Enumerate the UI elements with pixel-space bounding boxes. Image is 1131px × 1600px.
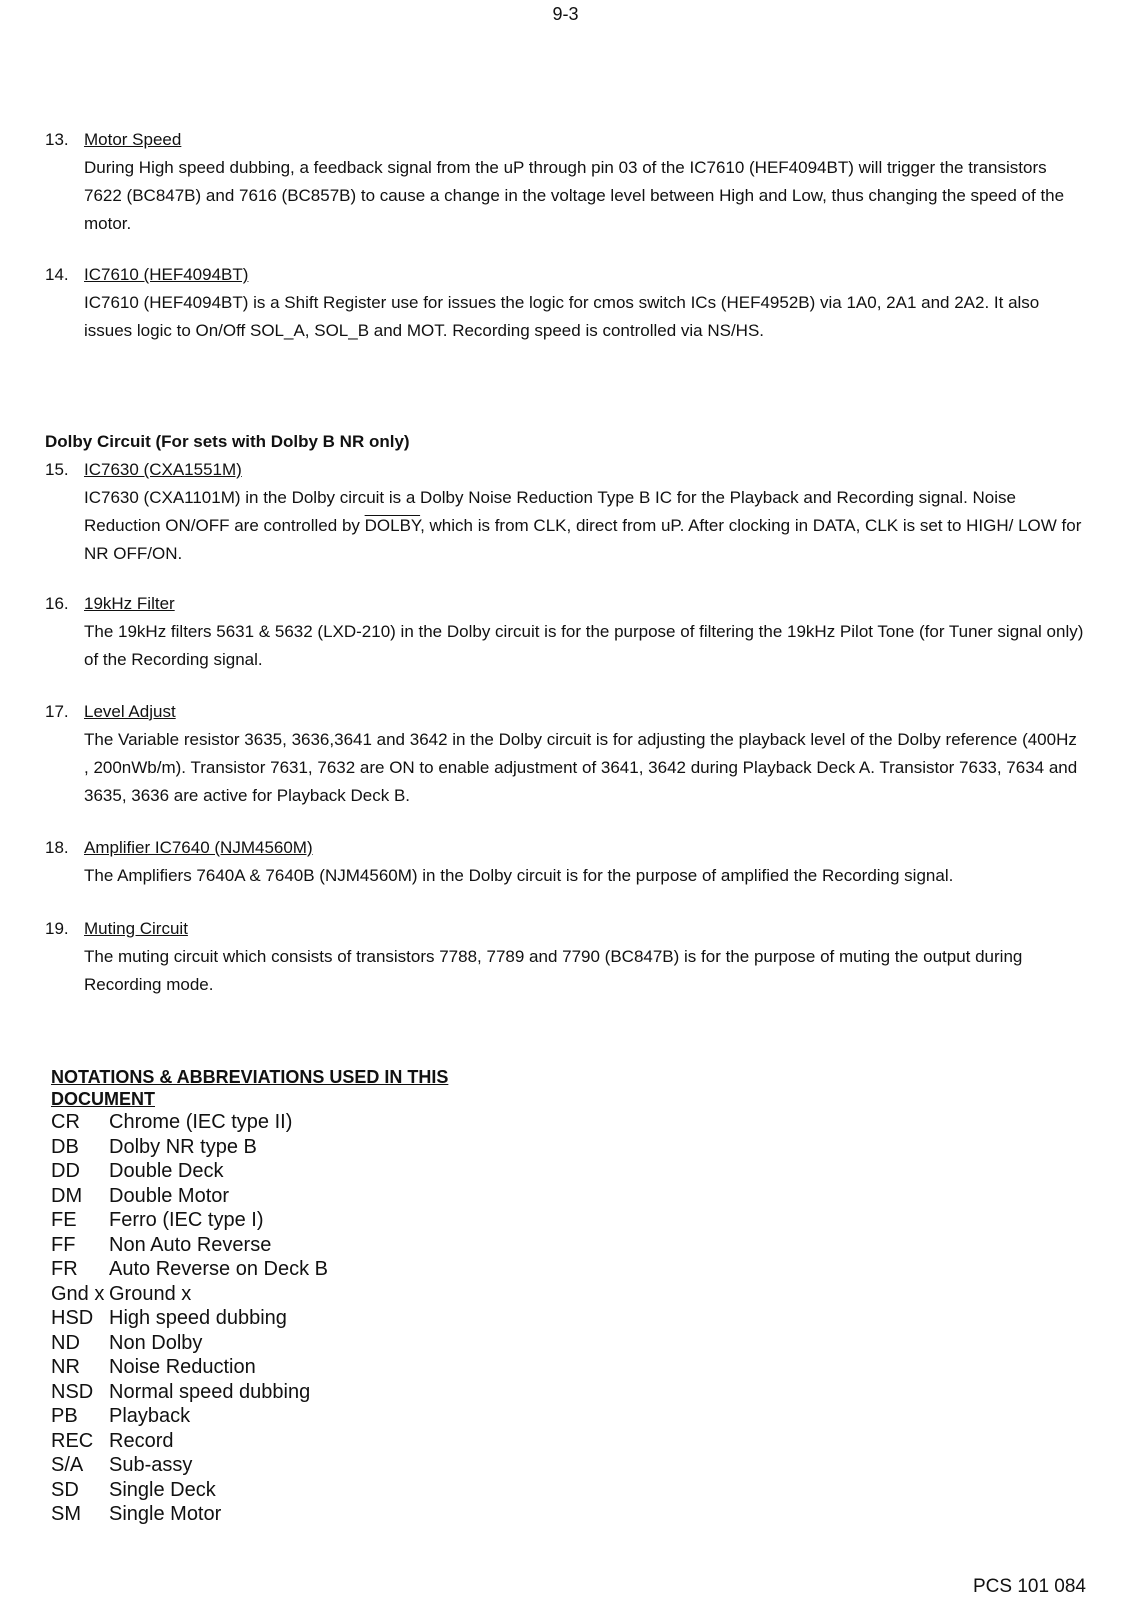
dolby-section-heading: Dolby Circuit (For sets with Dolby B NR only)	[45, 432, 410, 451]
item-ic7630	[45, 456, 1085, 568]
abbreviation-meaning: Ferro (IEC type I)	[109, 1209, 264, 1231]
abbreviation-code: HSD	[51, 1307, 94, 1329]
item-title: IC7630 (CXA1551M)	[84, 460, 242, 479]
abbreviation-list	[51, 1110, 328, 1527]
item-body-text: , which is from CLK, direct from uP. After clocking in DATA, CLK is set to HIGH/ LOW for NR OFF/ON.	[84, 516, 1082, 563]
item-title: Level Adjust	[84, 702, 176, 721]
item-body: During High speed dubbing, a feedback signal from the uP through pin 03 of the IC7610 (HEF4094BT) will trigger the transistors 7622 (BC847B) and 7616 (BC857B) to cause a change in the voltage level between High and Low, thus changing the speed of the motor.	[84, 158, 1065, 233]
abbreviation-meaning: Auto Reverse on Deck B	[109, 1258, 328, 1280]
abbreviation-meaning: Playback	[109, 1405, 191, 1427]
item-body: The Amplifiers 7640A & 7640B (NJM4560M) in the Dolby circuit is for the purpose of amplified the Recording signal.	[84, 866, 954, 885]
abbreviation-meaning: Non Dolby	[109, 1331, 203, 1354]
abbreviation-meaning: Single Deck	[109, 1478, 216, 1501]
item-number: 18.	[45, 838, 69, 857]
abbreviation-row	[51, 1208, 328, 1233]
item-motor-speed	[45, 126, 1085, 238]
item-number: 15.	[45, 460, 69, 479]
abbreviation-code: PB	[51, 1405, 78, 1427]
abbreviation-code: ND	[51, 1331, 80, 1354]
abbreviation-row	[51, 1429, 328, 1454]
abbreviation-row	[51, 1110, 328, 1135]
item-amplifier	[45, 834, 1085, 890]
item-body: The muting circuit which consists of transistors 7788, 7789 and 7790 (BC847B) is for the purpose of muting the output during Recording mode.	[84, 947, 1023, 994]
abbreviation-row	[51, 1233, 328, 1258]
item-title: 19kHz Filter	[84, 594, 175, 613]
abbreviation-code: FF	[51, 1233, 76, 1256]
abbreviation-meaning: Dolby NR type B	[109, 1135, 257, 1158]
abbreviation-meaning: Normal speed dubbing	[109, 1380, 311, 1403]
item-body: The 19kHz filters 5631 & 5632 (LXD-210) in the Dolby circuit is for the purpose of filtering the 19kHz Pilot Tone (for Tuner signal only) of the Recording signal.	[84, 622, 1084, 669]
abbreviation-row	[51, 1135, 328, 1160]
abbreviation-code: Gnd x	[51, 1282, 105, 1305]
abbreviation-code: SD	[51, 1478, 79, 1501]
abbreviation-row	[51, 1184, 328, 1209]
abbreviation-code: S/A	[51, 1454, 84, 1476]
abbreviation-row	[51, 1306, 328, 1331]
abbreviation-row	[51, 1380, 328, 1405]
abbreviation-code: DD	[51, 1160, 80, 1182]
abbreviation-code: FR	[51, 1258, 78, 1280]
item-number: 14.	[45, 265, 69, 284]
item-title: Muting Circuit	[84, 919, 188, 938]
abbreviation-row	[51, 1282, 328, 1307]
abbreviation-meaning: Single Motor	[109, 1503, 222, 1525]
item-number: 13.	[45, 130, 69, 149]
abbreviation-code: DB	[51, 1135, 79, 1158]
abbreviation-row	[51, 1257, 328, 1282]
document-code: PCS 101 084	[972, 1576, 1086, 1597]
abbreviation-meaning: Double Motor	[109, 1184, 230, 1207]
dolby-signal-name: DOLBY	[364, 516, 421, 535]
item-body	[84, 484, 1085, 568]
abbreviation-code: NSD	[51, 1380, 94, 1403]
item-muting-circuit	[45, 915, 1085, 999]
item-number: 16.	[45, 594, 69, 613]
abbreviation-meaning: Ground x	[109, 1282, 192, 1305]
item-number: 19.	[45, 919, 69, 938]
item-body-text: IC7630 (CXA1101M) in the Dolby circuit is a Dolby Noise Reduction Type B IC for the Playback and Recording signal. Noise Reduction ON/OFF are controlled by	[84, 488, 1016, 535]
abbreviation-code: SM	[51, 1503, 81, 1525]
item-body: The Variable resistor 3635, 3636,3641 and 3642 in the Dolby circuit is for adjusting the playback level of the Dolby reference (400Hz , 200nWb/m). Transistor 7631, 7632 are ON to enable adjustment of 3641, 3642 during Playback Deck A. Transistor 7633, 7634 and 3635, 3636 are active for Playback Deck B.	[84, 730, 1078, 805]
abbreviation-meaning: Record	[109, 1429, 174, 1452]
abbreviation-row	[51, 1453, 328, 1478]
abbreviation-meaning: Sub-assy	[109, 1454, 193, 1476]
abbreviation-row	[51, 1355, 328, 1380]
item-ic7610	[45, 261, 1085, 345]
item-title: IC7610 (HEF4094BT)	[84, 265, 249, 284]
item-title: Amplifier IC7640 (NJM4560M)	[84, 838, 313, 857]
abbreviation-meaning: Non Auto Reverse	[109, 1233, 272, 1256]
notations-heading: NOTATIONS & ABBREVIATIONS USED IN THIS DOCUMENT	[51, 1067, 449, 1109]
abbreviation-code: CR	[51, 1111, 80, 1133]
abbreviation-code: NR	[51, 1356, 80, 1378]
abbreviation-row	[51, 1159, 328, 1184]
abbreviation-row	[51, 1478, 328, 1503]
page-number: 9-3	[552, 4, 579, 24]
abbreviation-row	[51, 1502, 328, 1527]
abbreviation-meaning: Chrome (IEC type II)	[109, 1111, 293, 1133]
abbreviation-meaning: Double Deck	[109, 1160, 224, 1182]
abbreviation-row	[51, 1331, 328, 1356]
item-title: Motor Speed	[84, 130, 182, 149]
item-level-adjust	[45, 698, 1085, 810]
abbreviation-row	[51, 1404, 328, 1429]
abbreviation-meaning: Noise Reduction	[109, 1356, 256, 1378]
abbreviation-code: REC	[51, 1429, 94, 1452]
item-body: IC7610 (HEF4094BT) is a Shift Register use for issues the logic for cmos switch ICs (HEF4952B) via 1A0, 2A1 and 2A2. It also issues logic to On/Off SOL_A, SOL_B and MOT. Recording speed is controlled via NS/HS.	[84, 293, 1040, 340]
item-number: 17.	[45, 702, 69, 721]
abbreviation-meaning: High speed dubbing	[109, 1307, 287, 1329]
abbreviation-code: FE	[51, 1209, 77, 1231]
abbreviation-code: DM	[51, 1184, 83, 1207]
item-19khz-filter	[45, 590, 1085, 674]
